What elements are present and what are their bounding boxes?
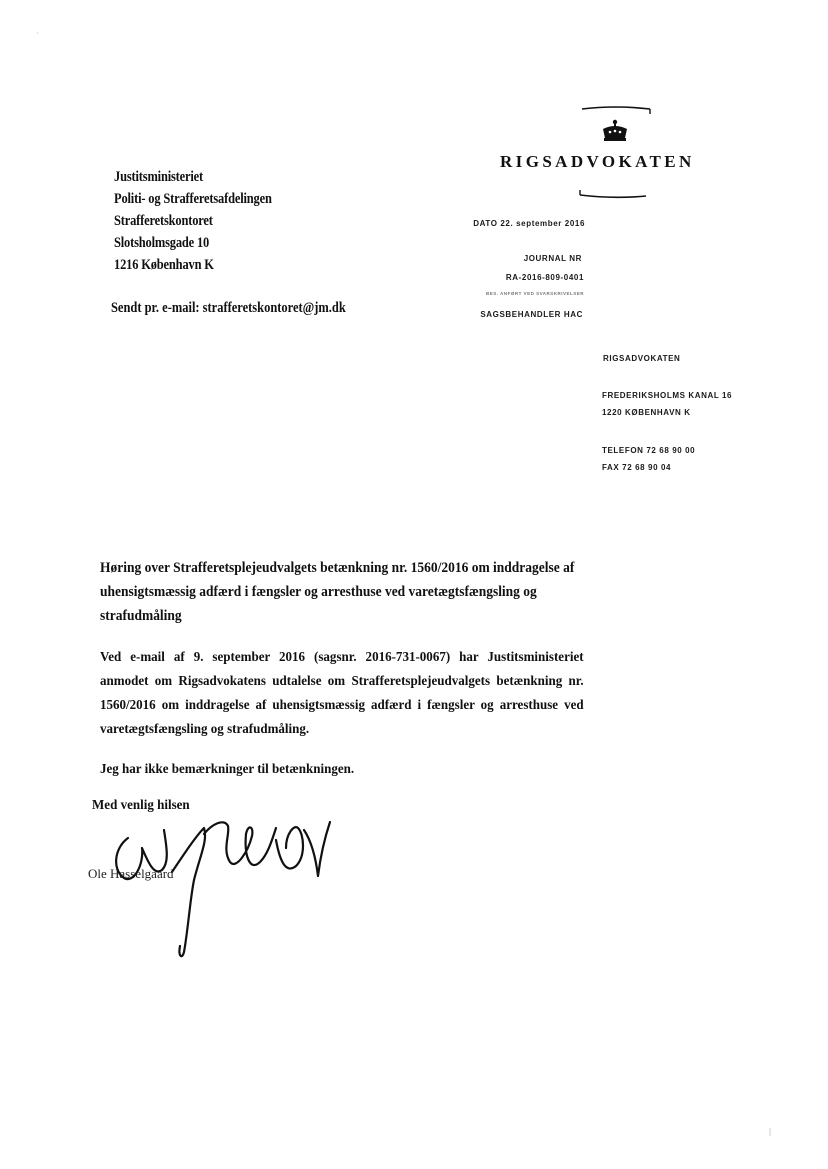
sender-city: 1220 KØBENHAVN K <box>602 408 691 417</box>
journal-number: RA-2016-809-0401 <box>505 273 584 282</box>
sent-by-email: Sendt pr. e-mail: strafferetskontoret@jm.dk <box>111 300 346 316</box>
letter-paragraph: Ved e-mail af 9. september 2016 (sagsnr. 2016-731-0067) har Justitsministeriet anmodet om Rigsadvokatens udtalelse om Strafferetsplejeudvalgets betænkning nr. 1560/2016 om inddragelse af uhensigtsmæssig adfærd i fængsler og arresthuse ved varetægtsfængsling og strafudmåling. <box>100 650 584 737</box>
date: DATO 22. september 2016 <box>473 219 585 228</box>
recipient-line-street: Slotsholmsgade 10 <box>114 235 210 251</box>
letter-closing: Med venlig hilsen <box>92 798 190 813</box>
logo-wordmark: RIGSADVOKATEN <box>500 152 695 171</box>
recipient-line-department: Politi- og Strafferetsafdelingen <box>114 191 272 207</box>
recipient-line-ministry: Justitsministeriet <box>114 169 204 185</box>
sender-phone: TELEFON 72 68 90 00 <box>602 446 696 455</box>
recipient-line-city: 1216 København K <box>114 257 214 273</box>
case-handler: SAGSBEHANDLER HAC <box>480 310 583 319</box>
signatory-name: Ole Hasselgaard <box>88 866 174 881</box>
sender-street: FREDERIKSHOLMS KANAL 16 <box>602 391 733 400</box>
sender-name: RIGSADVOKATEN <box>603 354 681 363</box>
recipient-line-office: Strafferetskontoret <box>114 213 213 229</box>
sender-fax: FAX 72 68 90 04 <box>602 463 672 472</box>
journal-label: JOURNAL NR <box>523 254 582 263</box>
reference-note: BES. ANFØRT VED SVARSKRIVELSER <box>485 291 584 296</box>
letter-remark: Jeg har ikke bemærkninger til betænkningen. <box>100 762 355 777</box>
letter-subject: Høring over Strafferetsplejeudvalgets betænkning nr. 1560/2016 om inddragelse af uhensigtsmæssig adfærd i fængsler og arresthuse ved varetægtsfængsling og strafudmåling <box>100 560 575 624</box>
